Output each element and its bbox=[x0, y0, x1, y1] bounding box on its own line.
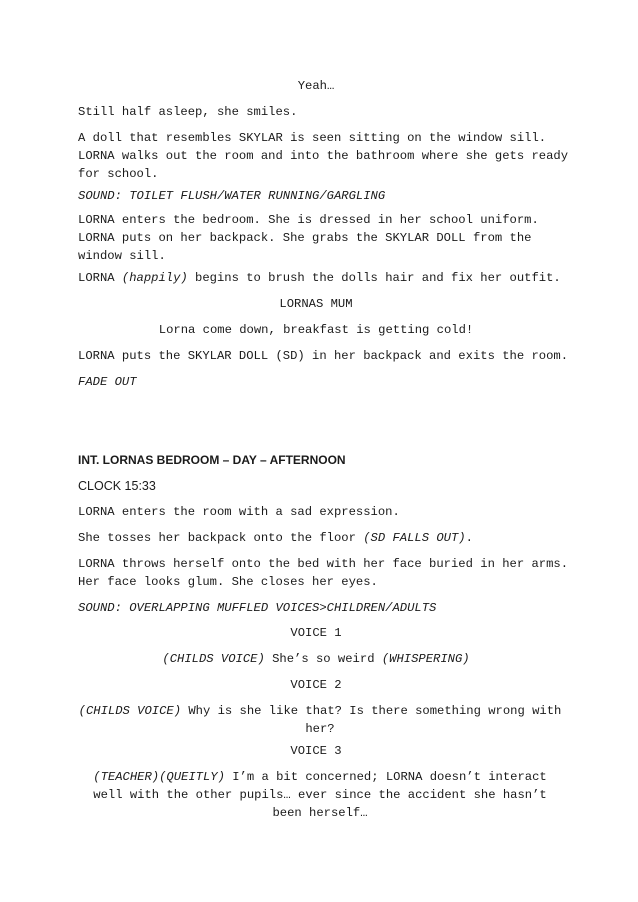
transition-fade-out: FADE OUT bbox=[78, 375, 137, 389]
action-sad: LORNA enters the room with a sad expression. bbox=[78, 505, 400, 519]
voice1-parenthetical: (CHILDS VOICE) bbox=[162, 652, 265, 666]
sound-cue-2: SOUND: OVERLAPPING MUFFLED VOICES>CHILDREN/ADULTS bbox=[78, 601, 437, 615]
voice2-text: Why is she like that? Is there something wrong with her? bbox=[181, 704, 562, 736]
dialogue-voice-3 bbox=[80, 768, 560, 822]
dialogue-voice-1 bbox=[78, 650, 554, 668]
action-enters-line-1: LORNA enters the bedroom. She is dressed in her school uniform. bbox=[78, 213, 539, 227]
action-toss-b: . bbox=[465, 531, 473, 545]
action-brush-b: begins to brush the dolls hair and fix her outfit. bbox=[187, 271, 561, 285]
character-voice-3: VOICE 3 bbox=[290, 744, 342, 758]
action-toss bbox=[78, 529, 473, 547]
character-voice-1: VOICE 1 bbox=[290, 626, 342, 640]
voice2-parenthetical: (CHILDS VOICE) bbox=[78, 704, 182, 718]
dialogue-mum: Lorna come down, breakfast is getting cold! bbox=[158, 323, 474, 337]
clock-time: CLOCK 15:33 bbox=[78, 479, 156, 493]
action-toss-parenthetical: (SD FALLS OUT) bbox=[363, 531, 466, 545]
voice1-parenthetical-2: (WHISPERING) bbox=[381, 652, 470, 666]
action-toss-a: She tosses her backpack onto the floor bbox=[78, 531, 364, 545]
voice3-text: I’m a bit concerned; LORNA doesn’t interact well with the other pupils… ever since the accident she hasn’t been herself… bbox=[93, 770, 547, 820]
action-doll-line-2: LORNA walks out the room and into the bathroom where she gets ready bbox=[78, 149, 569, 163]
voice3-parenthetical: (TEACHER)(QUEITLY) bbox=[93, 770, 225, 784]
dialogue-yeah: Yeah… bbox=[297, 79, 335, 93]
action-enters-line-3: window sill. bbox=[78, 249, 166, 263]
action-half-asleep: Still half asleep, she smiles. bbox=[78, 105, 298, 119]
action-brush bbox=[78, 269, 561, 287]
action-enters-line-2: LORNA puts on her backpack. She grabs the SKYLAR DOLL from the bbox=[78, 231, 532, 245]
action-puts-doll: LORNA puts the SKYLAR DOLL (SD) in her backpack and exits the room. bbox=[78, 349, 569, 363]
character-voice-2: VOICE 2 bbox=[290, 678, 342, 692]
dialogue-voice-2 bbox=[78, 702, 562, 738]
sound-cue-1: SOUND: TOILET FLUSH/WATER RUNNING/GARGLING bbox=[78, 189, 386, 203]
action-throws-line-1: LORNA throws herself onto the bed with her face buried in her arms. bbox=[78, 557, 569, 571]
scene-heading: INT. LORNAS BEDROOM – DAY – AFTERNOON bbox=[78, 453, 346, 467]
action-brush-a: LORNA bbox=[78, 271, 122, 285]
character-lornas-mum: LORNAS MUM bbox=[279, 297, 353, 311]
action-throws-line-2: Her face looks glum. She closes her eyes. bbox=[78, 575, 378, 589]
action-doll-line-3: for school. bbox=[78, 167, 159, 181]
voice1-text: She’s so weird bbox=[264, 652, 382, 666]
action-doll-line-1: A doll that resembles SKYLAR is seen sitting on the window sill. bbox=[78, 131, 547, 145]
action-brush-parenthetical: (happily) bbox=[121, 271, 188, 285]
